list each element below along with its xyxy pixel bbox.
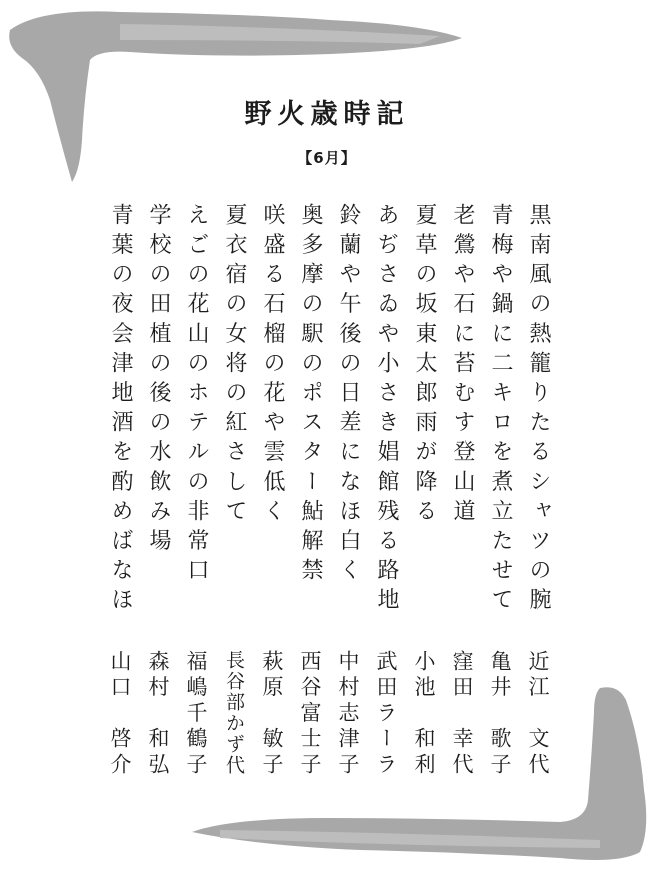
haiku-author: 萩原 敏子 [260, 650, 284, 774]
haiku-text: あぢさゐや小さき娼館残る路地 [374, 203, 399, 618]
month-label: 【6月】 [297, 149, 357, 167]
haiku-author: 近江 文代 [526, 650, 550, 774]
haiku-author: 中村志津子 [336, 650, 360, 774]
haiku-text: 鈴蘭や午後の日差になほ白く [336, 203, 361, 588]
haiku-author: 福嶋千鶴子 [184, 650, 208, 774]
haiku-text: えごの花山のホテルの非常口 [184, 203, 209, 588]
haiku-author: 森村 和弘 [146, 650, 170, 774]
haiku-author: 亀井 歌子 [488, 650, 512, 774]
haiku-text: 夏衣宿の女将の紅さして [222, 203, 247, 529]
haiku-text: 老鶯や石に苔むす登山道 [450, 203, 475, 529]
haiku-author: 小池 和利 [412, 650, 436, 774]
haiku-author: 西谷富士子 [298, 650, 322, 774]
haiku-author: 長谷部かず代 [223, 650, 245, 774]
haiku-author: 武田ラーラ [374, 650, 398, 774]
haiku-text: 学校の田植の後の水飲み場 [146, 203, 171, 559]
haiku-text: 咲盛る石榴の花や雲低く [260, 203, 285, 529]
haiku-author: 山口 啓介 [108, 650, 132, 774]
page-title: 野火歳時記 [244, 99, 410, 130]
haiku-text: 黒南風の熱籠りたるシャツの腕 [526, 203, 551, 618]
haiku-text: 奥多摩の駅のポスター鮎解禁 [298, 203, 323, 588]
haiku-text: 青梅や鍋に二キロを煮立たせて [488, 203, 513, 618]
haiku-text: 夏草の坂東太郎雨が降る [412, 203, 437, 529]
haiku-text: 青葉の夜会津地酒を酌めばなほ [108, 203, 133, 618]
haiku-author: 窪田 幸代 [450, 650, 474, 774]
